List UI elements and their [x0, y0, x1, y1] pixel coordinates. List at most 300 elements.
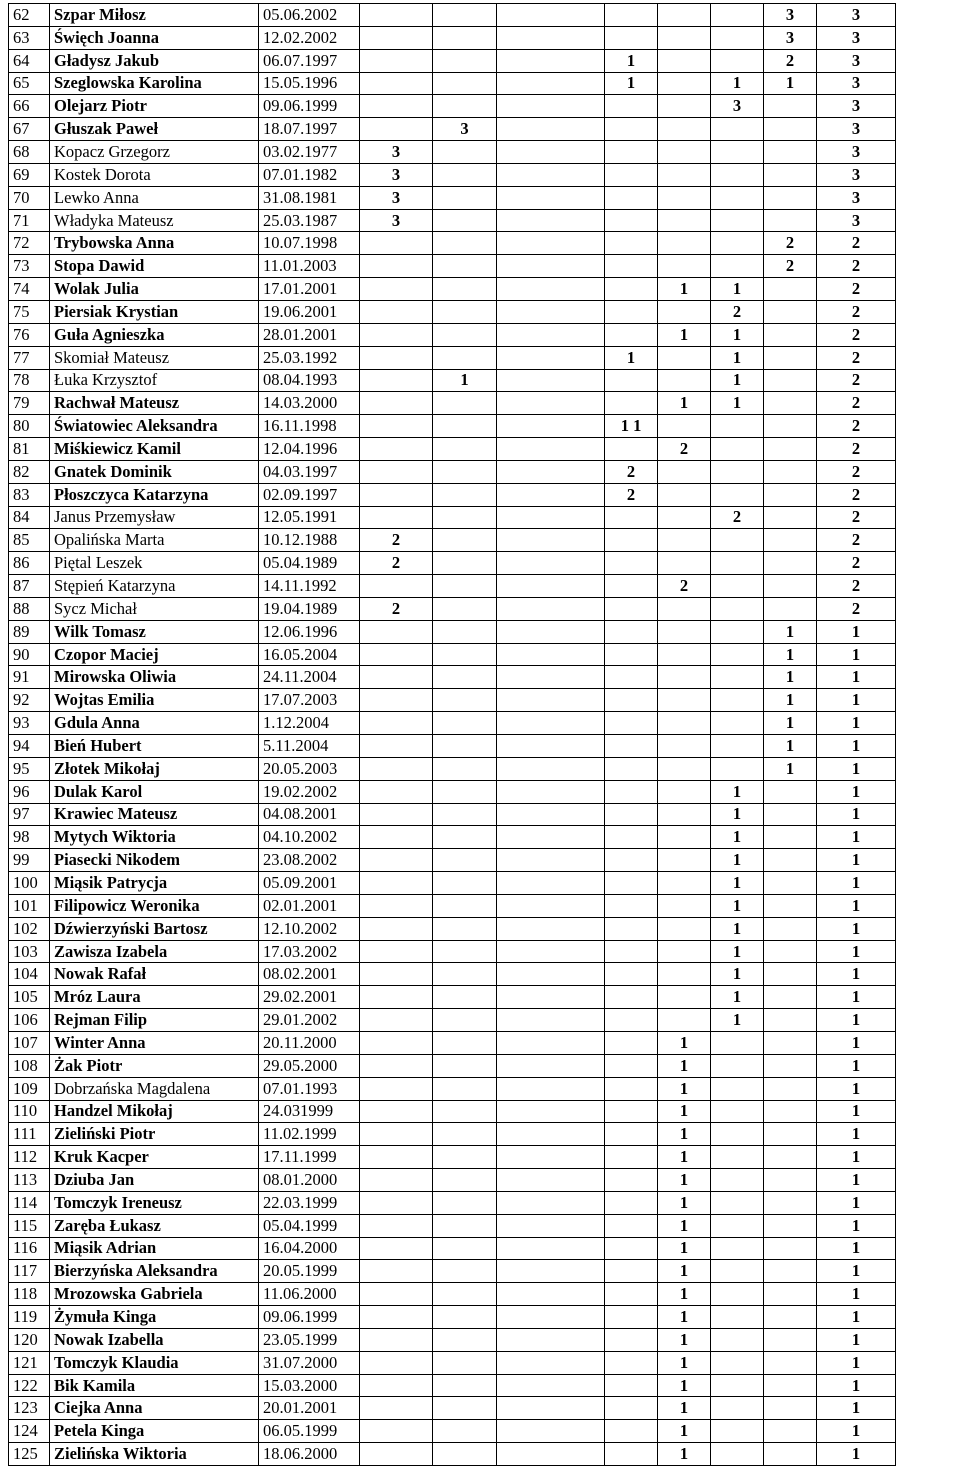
- person-name: Zawisza Izabela: [50, 940, 259, 963]
- score-cell: 1: [764, 643, 817, 666]
- score-cell: 1: [711, 826, 764, 849]
- score-cell: [658, 255, 711, 278]
- score-cell: 2: [360, 597, 433, 620]
- score-cell: [711, 620, 764, 643]
- score-cell: [764, 1260, 817, 1283]
- birth-date: 16.05.2004: [259, 643, 360, 666]
- person-name: Tomczyk Klaudia: [50, 1351, 259, 1374]
- score-cell: 1: [658, 1283, 711, 1306]
- score-cell: [605, 392, 658, 415]
- score-cell: [497, 460, 605, 483]
- score-cell: [764, 1374, 817, 1397]
- person-name: Głuszak Paweł: [50, 118, 259, 141]
- row-number: 116: [9, 1237, 50, 1260]
- score-cell: [605, 1351, 658, 1374]
- person-name: Olejarz Piotr: [50, 95, 259, 118]
- score-cell: [764, 438, 817, 461]
- score-cell: [433, 163, 497, 186]
- score-cell: [433, 986, 497, 1009]
- score-cell: [497, 346, 605, 369]
- score-cell: [605, 1054, 658, 1077]
- score-cell: [764, 1283, 817, 1306]
- person-name: Kopacz Grzegorz: [50, 141, 259, 164]
- score-cell: 3: [360, 141, 433, 164]
- score-cell: [433, 803, 497, 826]
- score-cell: [764, 1009, 817, 1032]
- score-cell: [658, 689, 711, 712]
- score-cell: [764, 1100, 817, 1123]
- birth-date: 22.03.1999: [259, 1191, 360, 1214]
- score-cell: [764, 323, 817, 346]
- score-cell: [433, 712, 497, 735]
- total-cell: 1: [817, 940, 896, 963]
- score-cell: [360, 278, 433, 301]
- row-number: 125: [9, 1443, 50, 1466]
- row-number: 97: [9, 803, 50, 826]
- score-cell: [658, 209, 711, 232]
- person-name: Kruk Kacper: [50, 1146, 259, 1169]
- score-cell: [497, 278, 605, 301]
- score-cell: [711, 460, 764, 483]
- row-number: 73: [9, 255, 50, 278]
- score-cell: 2: [360, 552, 433, 575]
- row-number: 67: [9, 118, 50, 141]
- score-cell: [497, 141, 605, 164]
- score-cell: [658, 803, 711, 826]
- score-cell: [764, 826, 817, 849]
- score-cell: [497, 1237, 605, 1260]
- score-cell: [360, 940, 433, 963]
- score-cell: [711, 712, 764, 735]
- score-cell: 3: [764, 4, 817, 27]
- score-cell: [658, 346, 711, 369]
- total-cell: 1: [817, 1283, 896, 1306]
- score-cell: [764, 552, 817, 575]
- birth-date: 5.11.2004: [259, 735, 360, 758]
- person-name: Szpar Miłosz: [50, 4, 259, 27]
- score-cell: [605, 894, 658, 917]
- row-number: 76: [9, 323, 50, 346]
- score-cell: [764, 1031, 817, 1054]
- score-cell: [433, 255, 497, 278]
- score-cell: [658, 141, 711, 164]
- score-cell: 1: [711, 803, 764, 826]
- score-cell: [433, 780, 497, 803]
- score-cell: [711, 483, 764, 506]
- score-cell: [605, 963, 658, 986]
- birth-date: 07.01.1993: [259, 1077, 360, 1100]
- score-cell: [658, 232, 711, 255]
- score-cell: 1: [658, 323, 711, 346]
- birth-date: 20.11.2000: [259, 1031, 360, 1054]
- score-cell: [605, 4, 658, 27]
- table-row: [9, 1214, 952, 1237]
- score-cell: [658, 940, 711, 963]
- score-cell: [433, 415, 497, 438]
- score-cell: [433, 689, 497, 712]
- score-cell: [605, 163, 658, 186]
- score-cell: 1: [658, 1237, 711, 1260]
- total-cell: 1: [817, 1351, 896, 1374]
- score-cell: [497, 438, 605, 461]
- score-cell: [764, 894, 817, 917]
- person-name: Święch Joanna: [50, 26, 259, 49]
- score-cell: [497, 163, 605, 186]
- score-cell: [658, 597, 711, 620]
- person-name: Wolak Julia: [50, 278, 259, 301]
- score-cell: [497, 49, 605, 72]
- score-cell: [360, 712, 433, 735]
- person-name: Stopa Dawid: [50, 255, 259, 278]
- score-cell: 1: [658, 1146, 711, 1169]
- score-cell: [658, 872, 711, 895]
- person-name: Zaręba Łukasz: [50, 1214, 259, 1237]
- score-cell: [711, 209, 764, 232]
- score-cell: [497, 1077, 605, 1100]
- row-number: 119: [9, 1306, 50, 1329]
- table-row: [9, 803, 952, 826]
- score-cell: [605, 1443, 658, 1466]
- total-cell: 1: [817, 1214, 896, 1237]
- table-row: [9, 255, 952, 278]
- score-cell: [605, 529, 658, 552]
- total-cell: 3: [817, 4, 896, 27]
- score-cell: 3: [360, 163, 433, 186]
- person-name: Miąsik Adrian: [50, 1237, 259, 1260]
- birth-date: 25.03.1992: [259, 346, 360, 369]
- row-number: 104: [9, 963, 50, 986]
- score-cell: [433, 826, 497, 849]
- score-cell: [360, 803, 433, 826]
- score-cell: [605, 95, 658, 118]
- score-cell: [658, 4, 711, 27]
- score-cell: [764, 1169, 817, 1192]
- score-cell: [658, 1009, 711, 1032]
- score-cell: [360, 1351, 433, 1374]
- score-cell: [711, 1100, 764, 1123]
- row-number: 70: [9, 186, 50, 209]
- birth-date: 29.02.2001: [259, 986, 360, 1009]
- score-cell: [764, 118, 817, 141]
- score-cell: [658, 118, 711, 141]
- score-cell: [764, 209, 817, 232]
- score-cell: [433, 1443, 497, 1466]
- score-cell: 1: [711, 986, 764, 1009]
- score-cell: [605, 643, 658, 666]
- total-cell: 2: [817, 300, 896, 323]
- score-cell: [764, 803, 817, 826]
- score-cell: [433, 1237, 497, 1260]
- score-cell: [605, 1169, 658, 1192]
- table-row: [9, 1077, 952, 1100]
- birth-date: 12.06.1996: [259, 620, 360, 643]
- total-cell: 3: [817, 49, 896, 72]
- row-number: 64: [9, 49, 50, 72]
- score-cell: [497, 666, 605, 689]
- score-cell: [764, 506, 817, 529]
- score-cell: [360, 1146, 433, 1169]
- score-cell: 1: [658, 1054, 711, 1077]
- row-number: 81: [9, 438, 50, 461]
- score-cell: [360, 620, 433, 643]
- score-cell: [360, 26, 433, 49]
- total-cell: 1: [817, 689, 896, 712]
- score-cell: [433, 849, 497, 872]
- row-number: 69: [9, 163, 50, 186]
- score-cell: 1: [711, 72, 764, 95]
- score-cell: 3: [360, 209, 433, 232]
- score-cell: [360, 963, 433, 986]
- table-row: [9, 620, 952, 643]
- row-number: 91: [9, 666, 50, 689]
- person-name: Skomiał Mateusz: [50, 346, 259, 369]
- score-cell: 3: [433, 118, 497, 141]
- score-cell: [605, 917, 658, 940]
- person-name: Petela Kinga: [50, 1420, 259, 1443]
- score-cell: [360, 506, 433, 529]
- birth-date: 04.10.2002: [259, 826, 360, 849]
- total-cell: 1: [817, 1374, 896, 1397]
- score-cell: [711, 1283, 764, 1306]
- score-cell: [605, 575, 658, 598]
- score-cell: [360, 1077, 433, 1100]
- score-cell: [764, 1328, 817, 1351]
- score-cell: [497, 95, 605, 118]
- row-number: 62: [9, 4, 50, 27]
- total-cell: 1: [817, 1191, 896, 1214]
- table-row: [9, 1169, 952, 1192]
- row-number: 82: [9, 460, 50, 483]
- row-number: 95: [9, 757, 50, 780]
- score-cell: [764, 346, 817, 369]
- score-cell: [433, 506, 497, 529]
- score-cell: [360, 917, 433, 940]
- score-cell: [497, 1306, 605, 1329]
- score-cell: [711, 438, 764, 461]
- score-cell: [764, 575, 817, 598]
- score-cell: 1: [658, 1397, 711, 1420]
- score-cell: [605, 438, 658, 461]
- score-cell: [711, 4, 764, 27]
- score-cell: [764, 1146, 817, 1169]
- score-cell: [711, 1237, 764, 1260]
- score-cell: 1: [658, 278, 711, 301]
- score-cell: 1: [658, 1077, 711, 1100]
- total-cell: 1: [817, 1146, 896, 1169]
- score-cell: [658, 757, 711, 780]
- score-cell: [764, 1054, 817, 1077]
- score-cell: 1: [433, 369, 497, 392]
- table-row: [9, 1260, 952, 1283]
- row-number: 115: [9, 1214, 50, 1237]
- table-row: [9, 940, 952, 963]
- score-cell: [497, 232, 605, 255]
- total-cell: 1: [817, 963, 896, 986]
- table-row: [9, 1374, 952, 1397]
- score-cell: [433, 438, 497, 461]
- score-cell: [658, 26, 711, 49]
- score-cell: [360, 1031, 433, 1054]
- row-number: 87: [9, 575, 50, 598]
- score-cell: [764, 963, 817, 986]
- score-cell: [711, 1443, 764, 1466]
- score-cell: [433, 1374, 497, 1397]
- person-name: Szeglowska Karolina: [50, 72, 259, 95]
- score-cell: [605, 1146, 658, 1169]
- score-cell: 1: [711, 872, 764, 895]
- score-cell: 1: [658, 1031, 711, 1054]
- score-cell: 1: [764, 735, 817, 758]
- score-cell: [497, 1054, 605, 1077]
- score-cell: [764, 597, 817, 620]
- total-cell: 1: [817, 757, 896, 780]
- score-cell: [658, 826, 711, 849]
- score-cell: [497, 209, 605, 232]
- birth-date: 15.05.1996: [259, 72, 360, 95]
- row-number: 78: [9, 369, 50, 392]
- total-cell: 2: [817, 392, 896, 415]
- score-cell: [764, 1397, 817, 1420]
- row-number: 90: [9, 643, 50, 666]
- score-cell: [497, 323, 605, 346]
- table-row: [9, 986, 952, 1009]
- score-cell: [605, 689, 658, 712]
- score-cell: [433, 940, 497, 963]
- score-cell: [658, 369, 711, 392]
- score-cell: [605, 506, 658, 529]
- table-row: [9, 300, 952, 323]
- total-cell: 3: [817, 163, 896, 186]
- score-cell: [605, 186, 658, 209]
- row-number: 106: [9, 1009, 50, 1032]
- score-cell: [497, 757, 605, 780]
- row-number: 72: [9, 232, 50, 255]
- score-cell: [658, 186, 711, 209]
- person-name: Guła Agnieszka: [50, 323, 259, 346]
- score-cell: [711, 141, 764, 164]
- total-cell: 3: [817, 209, 896, 232]
- score-cell: [497, 849, 605, 872]
- score-cell: [497, 1420, 605, 1443]
- score-cell: [764, 1306, 817, 1329]
- score-cell: [605, 1397, 658, 1420]
- score-cell: [360, 666, 433, 689]
- score-cell: [360, 689, 433, 712]
- table-row: [9, 118, 952, 141]
- row-number: 117: [9, 1260, 50, 1283]
- birth-date: 14.03.2000: [259, 392, 360, 415]
- row-number: 113: [9, 1169, 50, 1192]
- score-cell: [605, 1077, 658, 1100]
- birth-date: 08.01.2000: [259, 1169, 360, 1192]
- score-cell: [433, 1146, 497, 1169]
- row-number: 77: [9, 346, 50, 369]
- birth-date: 16.04.2000: [259, 1237, 360, 1260]
- score-cell: [497, 26, 605, 49]
- score-cell: [605, 323, 658, 346]
- score-cell: [360, 1123, 433, 1146]
- score-cell: [764, 95, 817, 118]
- score-cell: [433, 1009, 497, 1032]
- table-row: [9, 1123, 952, 1146]
- score-cell: 1: [605, 346, 658, 369]
- total-cell: 1: [817, 1169, 896, 1192]
- score-cell: [605, 1374, 658, 1397]
- total-cell: 1: [817, 1009, 896, 1032]
- table-row: [9, 346, 952, 369]
- table-row: [9, 1283, 952, 1306]
- total-cell: 3: [817, 118, 896, 141]
- score-cell: 1: [711, 894, 764, 917]
- score-cell: [711, 1306, 764, 1329]
- score-cell: [433, 346, 497, 369]
- score-cell: 3: [764, 26, 817, 49]
- table-row: [9, 1191, 952, 1214]
- person-name: Zielińska Wiktoria: [50, 1443, 259, 1466]
- person-name: Władyka Mateusz: [50, 209, 259, 232]
- person-name: Mirowska Oliwia: [50, 666, 259, 689]
- table-row: [9, 4, 952, 27]
- score-cell: 1: [658, 1123, 711, 1146]
- birth-date: 05.04.1999: [259, 1214, 360, 1237]
- total-cell: 1: [817, 1306, 896, 1329]
- table-row: [9, 894, 952, 917]
- score-cell: [360, 1214, 433, 1237]
- score-cell: 1 1: [605, 415, 658, 438]
- total-cell: 1: [817, 917, 896, 940]
- person-name: Gnatek Dominik: [50, 460, 259, 483]
- score-cell: 2: [711, 506, 764, 529]
- person-name: Gładysz Jakub: [50, 49, 259, 72]
- row-number: 85: [9, 529, 50, 552]
- total-cell: 1: [817, 1443, 896, 1466]
- table-row: [9, 1237, 952, 1260]
- row-number: 102: [9, 917, 50, 940]
- score-cell: [711, 643, 764, 666]
- score-cell: [497, 940, 605, 963]
- row-number: 68: [9, 141, 50, 164]
- score-cell: [497, 1374, 605, 1397]
- total-cell: 1: [817, 1031, 896, 1054]
- person-name: Dulak Karol: [50, 780, 259, 803]
- person-name: Wilk Tomasz: [50, 620, 259, 643]
- score-cell: [433, 666, 497, 689]
- birth-date: 11.02.1999: [259, 1123, 360, 1146]
- score-cell: [497, 506, 605, 529]
- score-cell: 1: [764, 620, 817, 643]
- score-cell: [658, 300, 711, 323]
- row-number: 108: [9, 1054, 50, 1077]
- row-number: 79: [9, 392, 50, 415]
- score-cell: [605, 849, 658, 872]
- score-cell: [497, 1260, 605, 1283]
- birth-date: 19.02.2002: [259, 780, 360, 803]
- score-cell: [764, 529, 817, 552]
- row-number: 99: [9, 849, 50, 872]
- score-cell: [605, 872, 658, 895]
- score-cell: [605, 735, 658, 758]
- score-cell: [360, 369, 433, 392]
- score-cell: [764, 1214, 817, 1237]
- score-cell: [497, 712, 605, 735]
- score-cell: [433, 552, 497, 575]
- score-cell: [433, 963, 497, 986]
- birth-date: 17.03.2002: [259, 940, 360, 963]
- score-cell: 1: [711, 1009, 764, 1032]
- score-cell: [711, 1214, 764, 1237]
- score-cell: [433, 1054, 497, 1077]
- score-cell: 1: [764, 689, 817, 712]
